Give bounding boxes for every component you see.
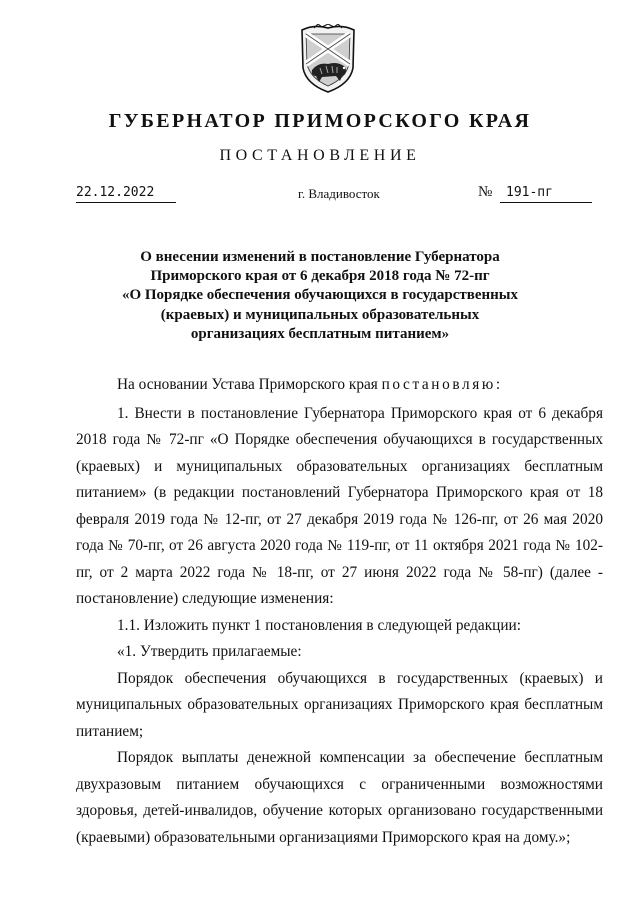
document-number: 191-пг	[500, 184, 592, 203]
heading-line: Приморского края от 6 декабря 2018 года № 72-пг	[150, 268, 490, 285]
intro-colon: :	[495, 376, 501, 393]
heading-line: О внесении изменений в постановление Губернатора	[140, 249, 500, 265]
document-city: г. Владивосток	[298, 186, 380, 201]
document-type: ПОСТАНОВЛЕНИЕ	[219, 147, 421, 164]
document-body	[76, 372, 603, 851]
heading-line: «О Порядке обеспечения обучающихся в государственных	[121, 287, 519, 304]
item-1-1-paragraph: 1.1. Изложить пункт 1 постановления в следующей редакции:	[117, 616, 521, 634]
document-heading	[0, 248, 640, 344]
document-date: 22.12.2022	[76, 184, 176, 203]
heading-line: (краевых) и муниципальных образовательных	[160, 306, 480, 323]
procedure-2-paragraph: Порядок выплаты денежной компенсации за обеспечение бесплатным двухразовым питанием обучающихся с ограниченными возможностями здоровья, детей-инвалидов, обучение которых организовано государственными (краевыми) образовательными организациями Приморского края на дому.»;	[76, 749, 603, 846]
quote-start-paragraph: «1. Утвердить прилагаемые:	[117, 643, 302, 660]
primorsky-krai-coat-of-arms-icon	[300, 24, 356, 94]
governor-title: ГУБЕРНАТОР ПРИМОРСКОГО КРАЯ	[108, 110, 532, 132]
decree-word: постановляю	[381, 376, 496, 393]
item-1-paragraph: 1. Внести в постановление Губернатора Приморского края от 6 декабря 2018 года № 72-пг «О Порядке обеспечения обучающихся в государственных (краевых) и муниципальных образовательных организациях бесплатным питанием» (в редакции постановлений Губернатора Приморского края от 18 февраля 2019 года № 12-пг, от 27 декабря 2019 года № 126-пг, от 26 мая 2020 года № 70-пг, от 26 августа 2020 года № 119-пг, от 11 октября 2021 года № 102-пг, от 2 марта 2022 года № 18-пг, от 27 июня 2022 года № 58-пг) (далее - постановление) следующие изменения:	[76, 404, 603, 607]
intro-text: На основании Устава Приморского края	[117, 376, 382, 393]
heading-line: организациях бесплатным питанием»	[190, 325, 450, 342]
procedure-1-paragraph: Порядок обеспечения обучающихся в государственных (краевых) и муниципальных образовательных организациях Приморского края бесплатным питанием;	[76, 669, 603, 740]
number-label: №	[478, 184, 493, 200]
intro-paragraph	[76, 372, 603, 399]
